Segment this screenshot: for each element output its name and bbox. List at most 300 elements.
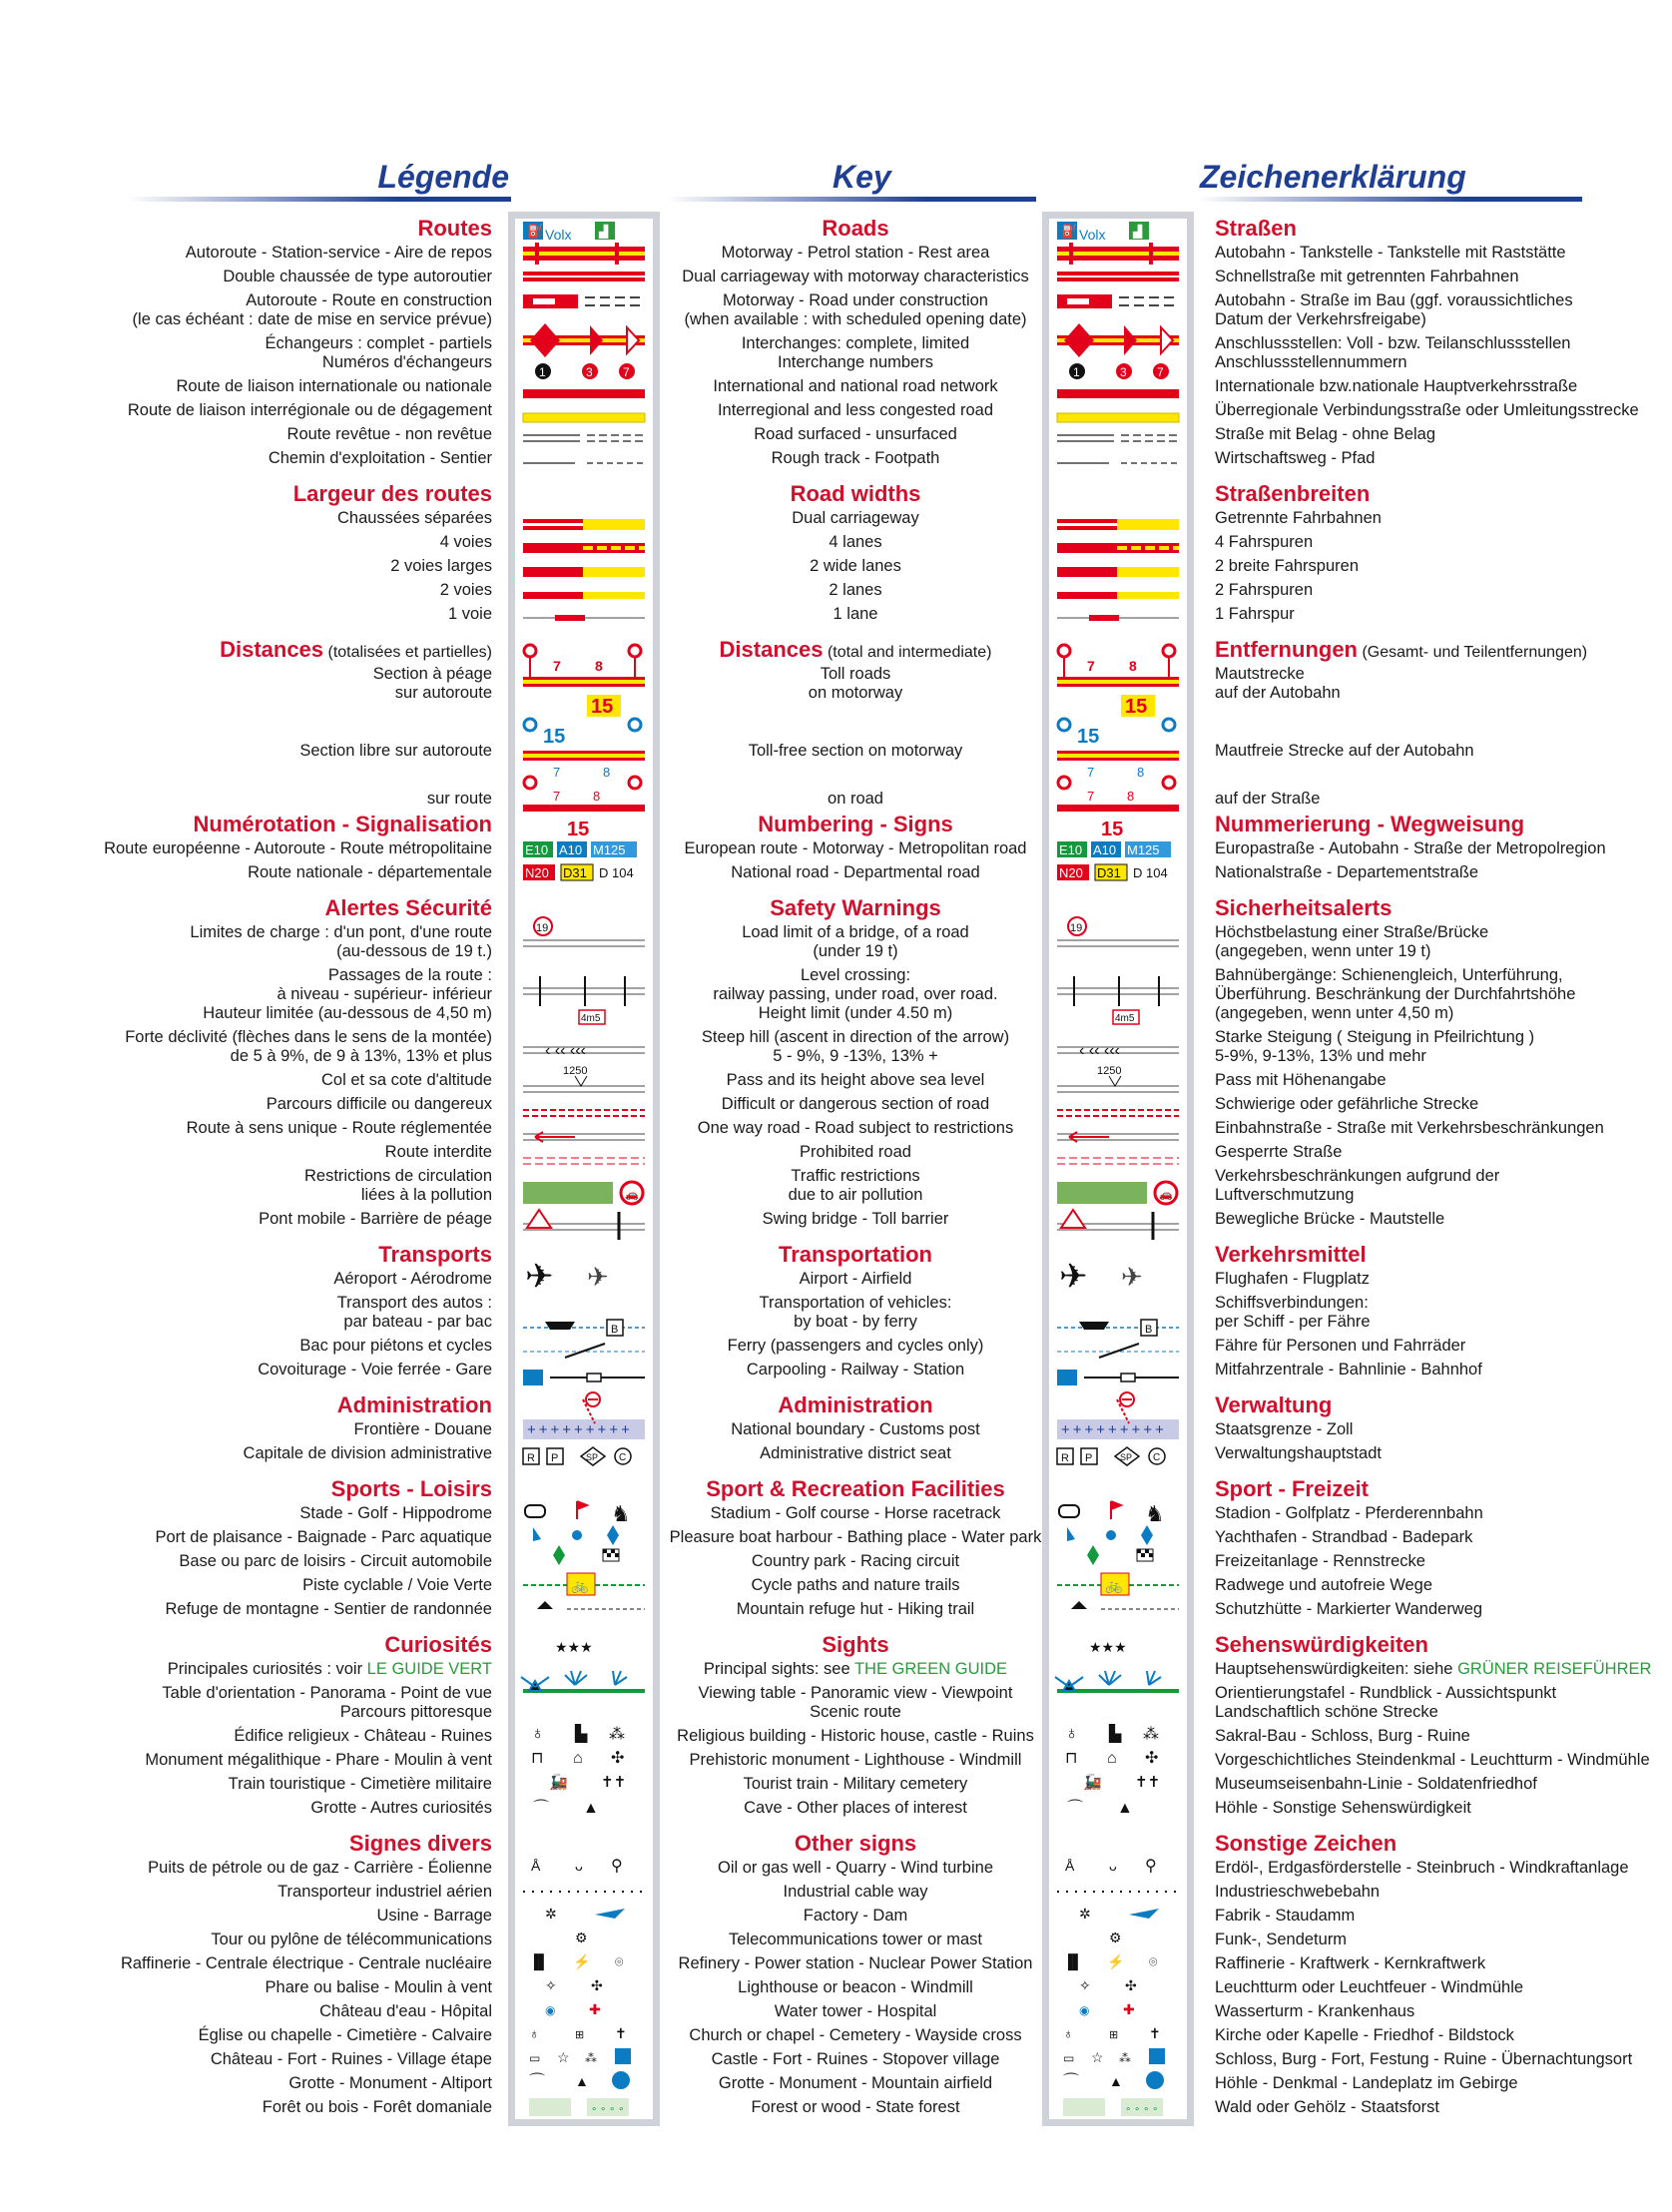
- legend-text: Yachthafen - Strandbad - Badepark: [1215, 1528, 1473, 1546]
- legend-text: Autoroute - Route en construction (le cas échéant : date de mise en service prévue): [132, 291, 492, 328]
- legend-row-de: [1215, 581, 1669, 600]
- legend-row-en: [656, 1883, 1055, 1902]
- legend-row-de: [1215, 1270, 1669, 1289]
- legend-row-en: [656, 449, 1055, 468]
- legend-row-en: [656, 839, 1055, 858]
- legend-row-fr: [0, 1775, 492, 1794]
- legend-text: One way road - Road subject to restrictions: [697, 1119, 1014, 1137]
- section-title: Distances: [719, 637, 824, 662]
- section-title-en: [656, 1632, 1055, 1658]
- green-guide-label: THE GREEN GUIDE: [853, 1660, 1008, 1678]
- legend-text: Kirche oder Kapelle - Friedhof - Bildstock: [1215, 2026, 1514, 2044]
- legend-text: Airport - Airfield: [799, 1270, 912, 1288]
- legend-row-fr: [0, 1167, 492, 1205]
- section-title: Entfernungen: [1215, 637, 1358, 662]
- section-title: Routes: [417, 216, 492, 241]
- legend-text: Industrieschwebebahn: [1215, 1883, 1381, 1901]
- legend-row-en: [656, 1552, 1055, 1571]
- legend-row-fr: [0, 966, 492, 1023]
- legend-row-de: [1215, 377, 1669, 396]
- legend-row-en: [656, 377, 1055, 396]
- legend-text: Route interdite: [384, 1143, 492, 1161]
- legend-text: Bac pour piétons et cycles: [299, 1337, 492, 1355]
- legend-text: Church or chapel - Cemetery - Wayside cross: [689, 2026, 1022, 2044]
- section-title: Other signs: [794, 1831, 917, 1856]
- section-title-de: [1215, 1242, 1669, 1268]
- legend-row-en: [656, 1978, 1055, 1997]
- legend-row-fr: [0, 377, 492, 396]
- section-title: Administration: [778, 1392, 933, 1417]
- section-title-fr: [0, 812, 492, 837]
- legend-text: Forest or wood - State forest: [751, 2098, 960, 2116]
- legend-text: Autoroute - Station-service - Aire de repos: [185, 244, 492, 262]
- section-title-en: [656, 812, 1055, 837]
- legend-text: sur route: [426, 790, 492, 808]
- legend-row-fr: [0, 790, 492, 809]
- legend-text: Staatsgrenze - Zoll: [1215, 1420, 1354, 1438]
- legend-text: Forte déclivité (flèches dans le sens de la montée) de 5 à 9%, de 9 à 13%, 13% et plus: [125, 1028, 492, 1065]
- legend-row-en: [656, 1576, 1055, 1595]
- legend-text: Raffinerie - Kraftwerk - Kernkraftwerk: [1215, 1954, 1486, 1972]
- legend-row-de: [1215, 1684, 1669, 1722]
- legend-row-fr: [0, 1119, 492, 1138]
- legend-text: Dual carriageway: [792, 509, 919, 527]
- legend-row-de: [1215, 1552, 1669, 1571]
- legend-row-fr: [0, 1294, 492, 1332]
- legend-text: Restrictions de circulation liées à la pollution: [304, 1167, 492, 1204]
- legend-text: Getrennte Fahrbahnen: [1215, 509, 1382, 527]
- legend-row-de: [1215, 1444, 1669, 1463]
- legend-text: Autobahn - Straße im Bau (ggf. voraussichtliches Datum der Verkehrsfreigabe): [1215, 291, 1573, 328]
- legend-row-de: [1215, 334, 1669, 372]
- legend-row-en: [656, 1775, 1055, 1794]
- section-title: Sonstige Zeichen: [1215, 1831, 1397, 1856]
- legend-text: Mountain refuge hut - Hiking trail: [736, 1600, 975, 1618]
- legend-text: Steep hill (ascent in direction of the arrow) 5 - 9%, 9 -13%, 13% +: [701, 1028, 1010, 1065]
- legend-row-fr: [0, 291, 492, 329]
- legend-row-en: [656, 1444, 1055, 1463]
- legend-text: Difficult or dangerous section of road: [721, 1095, 990, 1113]
- legend-row-fr: [0, 2002, 492, 2021]
- legend-text: Train touristique - Cimetière militaire: [228, 1775, 492, 1793]
- legend-text: Factory - Dam: [803, 1907, 908, 1925]
- legend-text: Double chaussée de type autoroutier: [223, 268, 492, 285]
- legend-text: Route de liaison interrégionale ou de dégagement: [127, 401, 492, 419]
- section-title-fr: [0, 1242, 492, 1268]
- section-title: Administration: [336, 1392, 492, 1417]
- legend-row-en: [656, 1095, 1055, 1114]
- section-title: Transportation: [778, 1242, 932, 1267]
- legend-text: Section à péage sur autoroute: [372, 665, 492, 702]
- legend-text: National road - Departmental road: [731, 863, 980, 881]
- legend-row-fr: [0, 1210, 492, 1229]
- legend-text: Schloss, Burg - Fort, Festung - Ruine - Übernachtungsort: [1215, 2050, 1633, 2068]
- legend-text: Flughafen - Flugplatz: [1215, 1270, 1371, 1288]
- legend-text: Principal sights: see: [703, 1660, 854, 1678]
- legend-row-de: [1215, 2002, 1669, 2021]
- legend-text: Édifice religieux - Château - Ruines: [234, 1727, 492, 1745]
- legend-row-de: [1215, 1931, 1669, 1949]
- section-title-de: [1215, 216, 1669, 242]
- legend-row-de: [1215, 1028, 1669, 1066]
- legend-text: Sakral-Bau - Schloss, Burg - Ruine: [1215, 1727, 1470, 1745]
- legend-text: Dual carriageway with motorway characteristics: [682, 268, 1029, 285]
- section-title-fr: [0, 481, 492, 507]
- legend-row-en: [656, 334, 1055, 372]
- header-title-fr: Légende: [377, 159, 509, 195]
- legend-text: Pleasure boat harbour - Bathing place - Water park: [669, 1528, 1042, 1546]
- legend-text: Passages de la route : à niveau - supérieur- inférieur Hauteur limitée (au-dessous de 4,50 m): [203, 966, 492, 1022]
- legend-row-en: [656, 1528, 1055, 1547]
- legend-row-de: [1215, 605, 1669, 624]
- legend-text: 4 voies: [439, 533, 492, 551]
- legend-row-de: [1215, 1600, 1669, 1619]
- header-de: [1198, 150, 1582, 202]
- legend-row-en: [656, 291, 1055, 329]
- section-subtitle: (Gesamt- und Teilentfernungen): [1362, 644, 1588, 661]
- legend-text: Toll-free section on motorway: [748, 742, 963, 760]
- legend-row-fr: [0, 1978, 492, 1997]
- legend-text: Gesperrte Straße: [1215, 1143, 1343, 1161]
- legend-row-de: [1215, 1528, 1669, 1547]
- legend-text: Phare ou balise - Moulin à vent: [265, 1978, 492, 1996]
- legend-text: Stadion - Golfplatz - Pferderennbahn: [1215, 1504, 1483, 1522]
- legend-text: Schnellstraße mit getrennten Fahrbahnen: [1215, 268, 1519, 285]
- legend-text: Route de liaison internationale ou nationale: [176, 377, 492, 395]
- legend-text: Wasserturm - Krankenhaus: [1215, 2002, 1415, 2020]
- legend-text: Höhle - Sonstige Sehenswürdigkeit: [1215, 1799, 1471, 1817]
- legend-text: Mitfahrzentrale - Bahnlinie - Bahnhof: [1215, 1361, 1482, 1379]
- legend-text: Stade - Golf - Hippodrome: [299, 1504, 492, 1522]
- section-title: Verwaltung: [1215, 1392, 1333, 1417]
- section-title-en: [656, 481, 1055, 507]
- legend-text: Funk-, Sendeturm: [1215, 1931, 1348, 1948]
- section-title: Numérotation - Signalisation: [193, 812, 492, 836]
- green-guide-label: LE GUIDE VERT: [366, 1660, 492, 1678]
- legend-row-fr: [0, 1931, 492, 1949]
- legend-row-fr: [0, 244, 492, 263]
- legend-text: Motorway - Road under construction (when available : with scheduled opening date): [684, 291, 1027, 328]
- legend-text: Cave - Other places of interest: [744, 1799, 967, 1817]
- legend-row-de: [1215, 839, 1669, 858]
- legend-row-de: [1215, 401, 1669, 420]
- legend-row-en: [656, 425, 1055, 444]
- legend-text: Carpooling - Railway - Station: [746, 1361, 965, 1379]
- legend-row-en: [656, 2002, 1055, 2021]
- legend-row-en: [656, 1859, 1055, 1878]
- legend-row-en: [656, 1727, 1055, 1746]
- legend-text: Orientierungstafel - Rundblick - Aussichtspunkt Landschaftlich schöne Strecke: [1215, 1684, 1557, 1721]
- legend-row-fr: [0, 1907, 492, 1926]
- legend-row-en: [656, 2026, 1055, 2045]
- section-title: Sehenswürdigkeiten: [1215, 1632, 1428, 1657]
- legend-text: Bahnübergänge: Schienengleich, Unterführung, Überführung. Beschränkung der Durchfahrtshöhe (angegeben, wenn unter 4,50 m): [1215, 966, 1576, 1022]
- section-title: Safety Warnings: [770, 895, 941, 920]
- legend-row-fr: [0, 1028, 492, 1066]
- legend-text: Schutzhütte - Markierter Wanderweg: [1215, 1600, 1483, 1618]
- legend-text: Principales curiosités : voir: [167, 1660, 367, 1678]
- legend-text: Raffinerie - Centrale électrique - Centrale nucléaire: [120, 1954, 492, 1972]
- legend-row-fr: [0, 1660, 492, 1679]
- legend-text: Freizeitanlage - Rennstrecke: [1215, 1552, 1425, 1570]
- legend-row-en: [656, 2098, 1055, 2117]
- legend-text: Pass and its height above sea level: [726, 1071, 985, 1089]
- legend-text: Mautfreie Strecke auf der Autobahn: [1215, 742, 1474, 760]
- legend-row-fr: [0, 581, 492, 600]
- section-title-fr: [0, 216, 492, 242]
- legend-row-en: [656, 2074, 1055, 2093]
- legend-text: Administrative district seat: [760, 1444, 951, 1462]
- legend-text: Oil or gas well - Quarry - Wind turbine: [718, 1859, 993, 1877]
- legend-row-en: [656, 401, 1055, 420]
- legend-text: Église ou chapelle - Cimetière - Calvaire: [198, 2026, 492, 2044]
- section-title: Straßenbreiten: [1215, 481, 1371, 506]
- legend-row-fr: [0, 1727, 492, 1746]
- legend-row-fr: [0, 557, 492, 576]
- legend-row-de: [1215, 742, 1669, 761]
- green-guide-label: GRÜNER REISEFÜHRER: [1457, 1660, 1652, 1678]
- section-title: Signes divers: [348, 1831, 492, 1856]
- legend-row-en: [656, 1600, 1055, 1619]
- legend-text: Monument mégalithique - Phare - Moulin à vent: [145, 1751, 492, 1769]
- section-title: Sport - Freizeit: [1215, 1476, 1370, 1501]
- section-title: Alertes Sécurité: [324, 895, 492, 920]
- legend-row-de: [1215, 1361, 1669, 1380]
- legend-row-de: [1215, 244, 1669, 263]
- legend-text: Castle - Fort - Ruines - Stopover village: [711, 2050, 1000, 2068]
- legend-text: Table d'orientation - Panorama - Point de vue Parcours pittoresque: [162, 1684, 492, 1721]
- legend-text: Route à sens unique - Route réglementée: [186, 1119, 492, 1137]
- legend-row-de: [1215, 2050, 1669, 2069]
- legend-row-en: [656, 2050, 1055, 2069]
- legend-row-de: [1215, 966, 1669, 1023]
- legend-row-en: [656, 605, 1055, 624]
- legend-row-de: [1215, 1576, 1669, 1595]
- legend-row-fr: [0, 1576, 492, 1595]
- legend-text: Verwaltungshauptstadt: [1215, 1444, 1382, 1462]
- section-title: Numbering - Signs: [758, 812, 953, 836]
- legend-text: 2 Fahrspuren: [1215, 581, 1314, 599]
- legend-row-de: [1215, 557, 1669, 576]
- section-title: Roads: [822, 216, 889, 241]
- legend-row-de: [1215, 1907, 1669, 1926]
- legend-row-en: [656, 1071, 1055, 1090]
- legend-text: 2 voies: [439, 581, 492, 599]
- legend-row-fr: [0, 1444, 492, 1463]
- legend-row-de: [1215, 1143, 1669, 1162]
- legend-text: Stadium - Golf course - Horse racetrack: [710, 1504, 1001, 1522]
- legend-text: Prehistoric monument - Lighthouse - Windmill: [689, 1751, 1022, 1769]
- legend-row-fr: [0, 1528, 492, 1547]
- legend-row-fr: [0, 1684, 492, 1722]
- legend-text: Port de plaisance - Baignade - Parc aquatique: [155, 1528, 492, 1546]
- legend-text: Puits de pétrole ou de gaz - Carrière - Éolienne: [148, 1859, 492, 1877]
- section-title: Road widths: [790, 481, 921, 506]
- legend-row-fr: [0, 923, 492, 961]
- legend-row-en: [656, 1799, 1055, 1818]
- legend-text: Capitale de division administrative: [243, 1444, 492, 1462]
- legend-row-de: [1215, 790, 1669, 809]
- legend-row-en: [656, 966, 1055, 1023]
- legend-row-fr: [0, 1071, 492, 1090]
- legend-row-fr: [0, 1883, 492, 1902]
- legend-text: Nationalstraße - Departementstraße: [1215, 863, 1479, 881]
- legend-row-en: [656, 509, 1055, 528]
- legend-text: Road surfaced - unsurfaced: [754, 425, 957, 443]
- section-title-en: [656, 895, 1055, 921]
- legend-row-fr: [0, 1361, 492, 1380]
- legend-text: Hauptsehenswürdigkeiten: siehe: [1215, 1660, 1458, 1678]
- section-title: Distances: [220, 637, 324, 662]
- legend-text: Erdöl-, Erdgasförderstelle - Steinbruch - Windkraftanlage: [1215, 1859, 1629, 1877]
- legend-text: Swing bridge - Toll barrier: [762, 1210, 949, 1228]
- legend-row-fr: [0, 1552, 492, 1571]
- legend-text: 1 Fahrspur: [1215, 605, 1295, 623]
- header-title-de: Zeichenerklärung: [1200, 159, 1466, 195]
- legend-row-de: [1215, 1775, 1669, 1794]
- header-fr: [128, 150, 511, 202]
- legend-row-en: [656, 1931, 1055, 1949]
- legend-text: Base ou parc de loisirs - Circuit automobile: [179, 1552, 492, 1570]
- legend-text: Traffic restrictions due to air pollution: [788, 1167, 923, 1204]
- legend-row-fr: [0, 1337, 492, 1356]
- legend-row-fr: [0, 449, 492, 468]
- legend-text: Religious building - Historic house, castle - Ruins: [677, 1727, 1034, 1745]
- header-underline: [128, 197, 511, 202]
- legend-row-en: [656, 923, 1055, 961]
- legend-text: Radwege und autofreie Wege: [1215, 1576, 1433, 1594]
- legend-text: Section libre sur autoroute: [299, 742, 492, 760]
- legend-text: 4 Fahrspuren: [1215, 533, 1314, 551]
- section-subtitle: (totalisées et partielles): [327, 644, 492, 661]
- legend-text: Water tower - Hospital: [774, 2002, 937, 2020]
- legend-text: Leuchtturm oder Leuchtfeuer - Windmühle: [1215, 1978, 1524, 1996]
- legend-row-de: [1215, 1727, 1669, 1746]
- column-german: [1215, 216, 1669, 2132]
- legend-row-fr: [0, 2026, 492, 2045]
- section-title: Sport & Recreation Facilities: [706, 1476, 1005, 1501]
- legend-row-fr: [0, 334, 492, 372]
- legend-row-de: [1215, 1337, 1669, 1356]
- legend-row-de: [1215, 1210, 1669, 1229]
- legend-text: Starke Steigung ( Steigung in Pfeilrichtung ) 5-9%, 9-13%, 13% und mehr: [1215, 1028, 1535, 1065]
- legend-row-en: [656, 557, 1055, 576]
- section-title-en: [656, 1242, 1055, 1268]
- legend-row-en: [656, 1751, 1055, 1770]
- column-french: [0, 216, 492, 2132]
- section-title-fr: [0, 1632, 492, 1658]
- legend-text: Mautstrecke auf der Autobahn: [1215, 665, 1341, 702]
- legend-text: 1 voie: [447, 605, 492, 623]
- legend-text: Telecommunications tower or mast: [728, 1931, 982, 1948]
- section-title: Sports - Loisirs: [330, 1476, 492, 1501]
- legend-row-de: [1215, 533, 1669, 552]
- legend-row-en: [656, 1504, 1055, 1523]
- section-title-en: [656, 1392, 1055, 1418]
- legend-text: on road: [828, 790, 883, 808]
- legend-row-de: [1215, 425, 1669, 444]
- section-title-de: [1215, 637, 1669, 666]
- section-title-de: [1215, 1476, 1669, 1502]
- section-title-de: [1215, 481, 1669, 507]
- legend-row-de: [1215, 291, 1669, 329]
- legend-text: Einbahnstraße - Straße mit Verkehrsbeschränkungen: [1215, 1119, 1604, 1137]
- legend-row-de: [1215, 268, 1669, 286]
- legend-text: Aéroport - Aérodrome: [333, 1270, 492, 1288]
- legend-text: Motorway - Petrol station - Rest area: [721, 244, 990, 262]
- legend-text: Rough track - Footpath: [771, 449, 940, 467]
- legend-text: 2 lanes: [829, 581, 882, 599]
- section-title: Curiosités: [384, 1632, 492, 1657]
- symbols-left: [515, 212, 653, 2126]
- legend-text: Refinery - Power station - Nuclear Power Station: [678, 1954, 1033, 1972]
- legend-row-fr: [0, 533, 492, 552]
- legend-row-en: [656, 1684, 1055, 1722]
- section-title-en: [656, 216, 1055, 242]
- legend-row-fr: [0, 2074, 492, 2093]
- legend-text: Prohibited road: [800, 1143, 911, 1161]
- legend-text: Cycle paths and nature trails: [751, 1576, 960, 1594]
- legend-text: Piste cyclable / Voie Verte: [302, 1576, 492, 1594]
- header-underline: [1198, 197, 1582, 202]
- legend-row-en: [656, 742, 1055, 761]
- legend-text: Schiffsverbindungen: per Schiff - per Fähre: [1215, 1294, 1371, 1331]
- section-title-en: [656, 637, 1055, 666]
- header-title-en: Key: [833, 159, 891, 195]
- legend-row-de: [1215, 665, 1669, 703]
- legend-row-fr: [0, 665, 492, 703]
- legend-row-en: [656, 1294, 1055, 1332]
- legend-text: Parcours difficile ou dangereux: [266, 1095, 492, 1113]
- legend-text: Verkehrsbeschränkungen aufgrund der Luftverschmutzung: [1215, 1167, 1500, 1204]
- legend-text: Transport des autos : par bateau - par bac: [336, 1294, 492, 1331]
- legend-row-fr: [0, 1859, 492, 1878]
- legend-row-fr: [0, 509, 492, 528]
- legend-text: Château d'eau - Hôpital: [319, 2002, 492, 2020]
- legend-text: Lighthouse or beacon - Windmill: [738, 1978, 973, 1996]
- legend-row-fr: [0, 1954, 492, 1973]
- legend-text: Museumseisenbahn-Linie - Soldatenfriedhof: [1215, 1775, 1537, 1793]
- legend-text: Transporteur industriel aérien: [278, 1883, 492, 1901]
- legend-row-fr: [0, 605, 492, 624]
- legend-text: 2 voies larges: [390, 557, 492, 575]
- legend-text: Autobahn - Tankstelle - Tankstelle mit Raststätte: [1215, 244, 1566, 262]
- symbols-right: [1049, 212, 1187, 2126]
- legend-row-en: [656, 665, 1055, 703]
- legend-text: auf der Straße: [1215, 790, 1321, 808]
- legend-text: Level crossing: railway passing, under road, over road. Height limit (under 4.50 m): [713, 966, 998, 1022]
- legend-text: 4 lanes: [829, 533, 882, 551]
- legend-text: Pass mit Höhenangabe: [1215, 1071, 1387, 1089]
- legend-text: Höchstbelastung einer Straße/Brücke (angegeben, wenn unter 19 t): [1215, 923, 1489, 960]
- legend-row-en: [656, 1954, 1055, 1973]
- legend-row-de: [1215, 863, 1669, 882]
- legend-row-fr: [0, 742, 492, 761]
- legend-text: European route - Motorway - Metropolitan road: [684, 839, 1027, 857]
- legend-text: Château - Fort - Ruines - Village étape: [210, 2050, 492, 2068]
- section-subtitle: (total and intermediate): [827, 644, 992, 661]
- legend-text: Forêt ou bois - Forêt domaniale: [262, 2098, 492, 2116]
- section-title-de: [1215, 1831, 1669, 1857]
- legend-text: Europastraße - Autobahn - Straße der Metropolregion: [1215, 839, 1606, 857]
- legend-text: Bewegliche Brücke - Mautstelle: [1215, 1210, 1445, 1228]
- legend-row-de: [1215, 1294, 1669, 1332]
- section-title-de: [1215, 1632, 1669, 1658]
- section-title-de: [1215, 812, 1669, 837]
- legend-row-fr: [0, 401, 492, 420]
- legend-row-de: [1215, 1071, 1669, 1090]
- section-title-fr: [0, 637, 492, 666]
